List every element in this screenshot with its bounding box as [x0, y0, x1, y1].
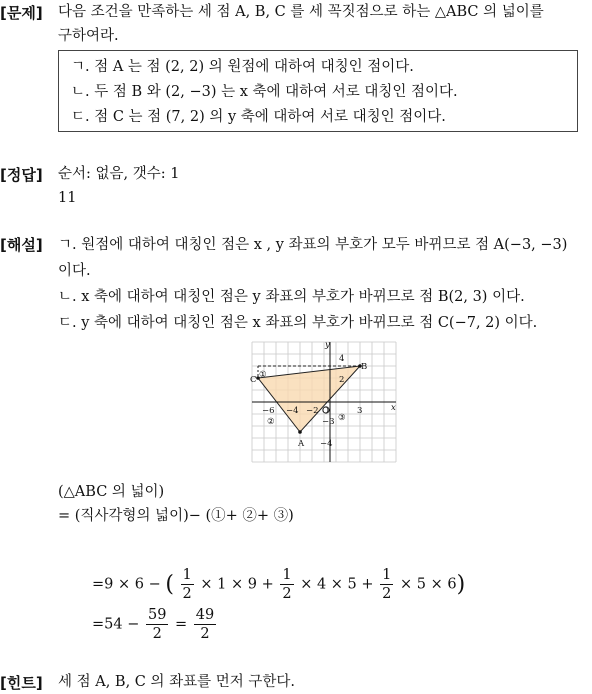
fraction-half-2: $\frac{1}{2}$: [282, 567, 292, 602]
label-c3: ③: [338, 413, 346, 423]
problem-line-1: 다음 조건을 만족하는 세 점 A, B, C 를 세 꼭짓점으로 하는 △ABC 의 넓이를: [58, 4, 544, 20]
label-y: y: [325, 340, 330, 350]
fraction-half-1: $\frac{1}{2}$: [182, 567, 192, 602]
eq1-prefix: =9 × 6 −: [92, 576, 166, 593]
label-neg2: −2: [306, 406, 319, 416]
condition-3: ㄷ. 점 C 는 점 (7, 2) 의 y 축에 대하여 서로 대칭인 점이다.: [71, 109, 446, 125]
solution-line-3: ㄴ. x 축에 대하여 대칭인 점은 y 좌표의 부호가 바뀌므로 점 B(2, 3) 이다.: [58, 289, 525, 305]
label-3: 3: [357, 406, 363, 416]
condition-2: ㄴ. 두 점 B 와 (2, −3) 는 x 축에 대하여 서로 대칭인 점이다.: [71, 84, 458, 100]
label-neg6: −6: [262, 406, 275, 416]
area-line-1: (△ABC 의 넓이): [58, 484, 165, 500]
label-c1: ①: [259, 370, 267, 380]
eq1-term-3: × 5 × 6: [399, 576, 457, 593]
eq2-equals: =: [175, 616, 192, 633]
label-b: B: [361, 362, 368, 372]
answer-tag: [정답]: [0, 166, 43, 184]
condition-1: ㄱ. 점 A 는 점 (2, 2) 의 원점에 대하여 대칭인 점이다.: [71, 59, 414, 75]
problem-line-2: 구하여라.: [58, 28, 119, 44]
solution-line-4: ㄷ. y 축에 대하여 대칭인 점은 x 좌표의 부호가 바뀌므로 점 C(−7, 2) 이다.: [58, 315, 538, 331]
hint-tag: [힌트]: [0, 674, 43, 692]
label-a: A: [298, 439, 305, 449]
label-neg3: −3: [322, 417, 335, 427]
label-o: O: [322, 406, 329, 416]
label-c2: ②: [267, 417, 275, 427]
answer-value: 11: [58, 190, 77, 206]
fraction-49-2: $\frac{49}{2}$: [195, 607, 215, 642]
answer-meta: 순서: 없음, 갯수: 1: [58, 166, 180, 182]
label-2: 2: [339, 375, 345, 385]
equation-1: =9 × 6 − ( $\frac{1}{2}$ × 1 × 9 + $\frac{1}{2}$ × 4 × 5 + $\frac{1}{2}$ × 5 × 6): [92, 567, 466, 602]
solution-line-2: 이다.: [58, 263, 91, 279]
problem-tag: [문제]: [0, 4, 43, 22]
hint-text: 세 점 A, B, C 의 좌표를 먼저 구한다.: [58, 674, 295, 690]
equation-2: [92, 606, 218, 643]
eq1-term-2: × 4 × 5 +: [300, 576, 374, 593]
label-neg4: −4: [286, 406, 299, 416]
point-a: [298, 430, 302, 434]
eq2-prefix: =54 −: [92, 616, 144, 633]
label-x: x: [391, 403, 396, 413]
solution-tag: [해설]: [0, 236, 43, 254]
area-line-2: = (직사각형의 넓이)− (①+ ②+ ③): [58, 508, 294, 524]
label-neg4b: −4: [320, 439, 333, 449]
conditions-box: [58, 50, 578, 132]
label-c: C: [250, 375, 257, 385]
fraction-half-3: $\frac{1}{2}$: [382, 567, 392, 602]
fraction-59-2: $\frac{59}{2}$: [147, 607, 167, 642]
eq1-term-1: × 1 × 9 +: [200, 576, 274, 593]
label-4: 4: [339, 354, 345, 364]
solution-line-1: ㄱ. 원점에 대하여 대칭인 점은 x , y 좌표의 부호가 모두 바뀌므로 점 A(−3, −3): [58, 237, 568, 253]
coordinate-graph: [250, 338, 400, 464]
